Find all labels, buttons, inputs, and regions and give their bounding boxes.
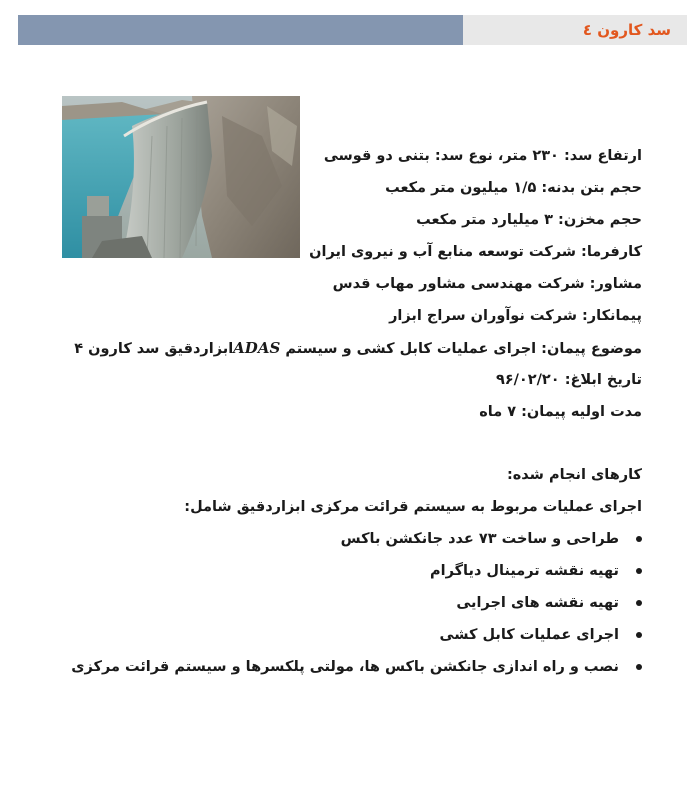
concrete-volume: حجم بتن بدنه: ۱/۵ میلیون متر مکعب xyxy=(385,180,642,196)
reservoir-volume: حجم مخزن: ۳ میلیارد متر مکعب xyxy=(416,212,642,228)
contract-subject-prefix: موضوع پیمان: اجرای عملیات کابل کشی و سیستم xyxy=(280,341,642,357)
list-item xyxy=(42,651,642,683)
contractor: پیمانکار: شرکت نوآوران سراج ابزار xyxy=(389,308,642,324)
list-item-text: اجرای عملیات کابل کشی xyxy=(439,627,619,643)
consultant: مشاور: شرکت مهندسی مشاور مهاب قدس xyxy=(332,276,642,292)
list-item-text: تهیه نقشه های اجرایی xyxy=(456,595,619,611)
notification-date: تاریخ ابلاغ: ۹۶/۰۲/۲۰ xyxy=(495,372,642,388)
title-bar-label-area xyxy=(463,15,687,45)
list-item-text: تهیه نقشه ترمینال دیاگرام xyxy=(430,563,619,579)
employer: کارفرما: شرکت توسعه منابع آب و نیروی ایران xyxy=(309,244,642,260)
contract-duration: مدت اولیه پیمان: ۷ ماه xyxy=(479,404,642,420)
list-item xyxy=(42,587,642,619)
list-item xyxy=(42,619,642,651)
title-bar-accent xyxy=(18,15,463,45)
adas-label: ADAS xyxy=(233,339,281,357)
list-item xyxy=(42,555,642,587)
bullet-icon xyxy=(636,632,642,638)
title-bar xyxy=(18,15,687,45)
page-title: سد کارون ٤ xyxy=(582,21,671,39)
completed-work-heading: کارهای انجام شده: xyxy=(506,467,642,483)
dam-height: ارتفاع سد: ۲۳۰ متر، نوع سد: بتنی دو قوسی xyxy=(323,148,642,164)
dam-info xyxy=(42,140,642,428)
completed-work xyxy=(42,459,642,683)
completed-work-list xyxy=(42,523,642,683)
contract-subject xyxy=(42,332,642,364)
list-item xyxy=(42,523,642,555)
contract-subject-suffix: ابزاردقیق سد کارون ۴ xyxy=(74,341,234,357)
list-item-text: نصب و راه اندازی جانکشن باکس ها، مولتی پلکسرها و سیستم قرائت مرکزی xyxy=(71,659,619,675)
completed-work-intro: اجرای عملیات مربوط به سیستم قرائت مرکزی ابزاردقیق شامل: xyxy=(184,499,642,515)
list-item-text: طراحی و ساخت ۷۳ عدد جانکشن باکس xyxy=(340,531,619,547)
bullet-icon xyxy=(636,568,642,574)
bullet-icon xyxy=(636,536,642,542)
bullet-icon xyxy=(636,664,642,670)
bullet-icon xyxy=(636,600,642,606)
